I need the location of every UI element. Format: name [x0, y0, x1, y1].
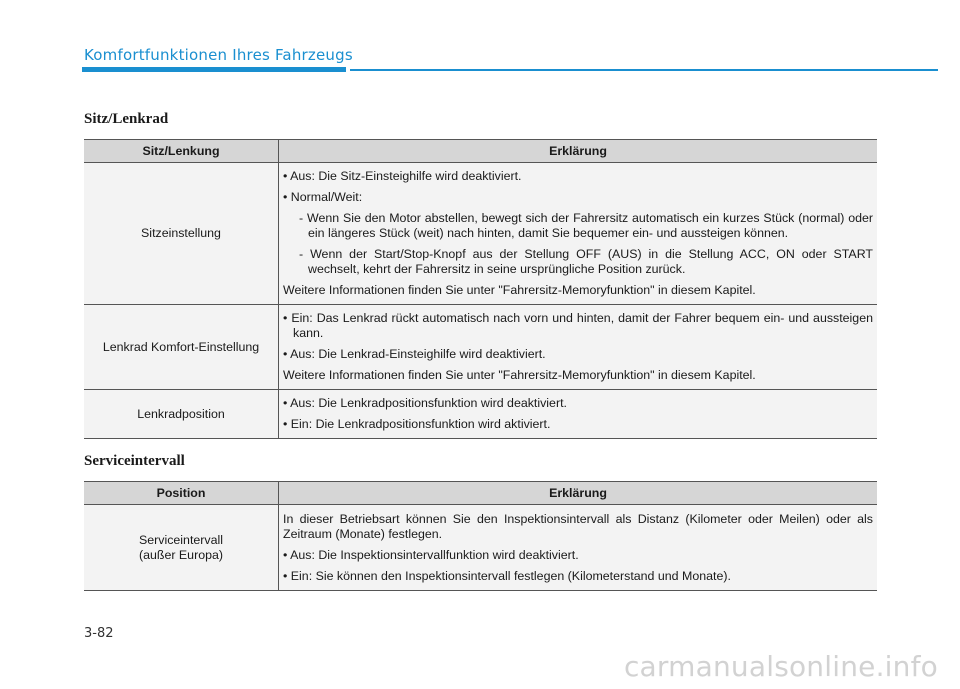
column-header-erklaerung: Erklärung [279, 140, 878, 163]
list-item: • Aus: Die Inspektionsintervallfunktion wird deaktiviert. [283, 547, 579, 562]
watermark: carmanualsonline.info [623, 650, 938, 683]
table-row [84, 390, 877, 439]
serviceintervall-table [84, 481, 877, 591]
sub-item: - Wenn der Start/Stop-Knopf aus der Stellung OFF (AUS) in die Stellung ACC, ON oder START wechselt, kehrt der Fahrersitz in seine ursprüngliche Position zurück. [299, 247, 873, 276]
list-item: • Ein: Sie können den Inspektionsintervall festlegen (Kilometerstand und Monate). [283, 568, 731, 583]
table-row [84, 163, 877, 305]
info-text: In dieser Betriebsart können Sie den Inspektionsintervall als Distanz (Kilometer oder Meilen) oder als Zeitraum (Monate) festlegen. [283, 511, 873, 541]
row-label-lenkradposition: Lenkradposition [84, 390, 279, 439]
sitz-lenkrad-table [84, 139, 877, 439]
section-heading-sitz-lenkrad: Sitz/Lenkrad [84, 111, 169, 127]
sub-item: - Wenn Sie den Motor abstellen, bewegt sich der Fahrersitz automatisch ein kurzes Stück (normal) oder ein längeres Stück (weit) nach hinten, damit Sie bequemer ein- und aussteigen können. [299, 211, 873, 240]
row-label-line: (außer Europa) [138, 547, 224, 562]
column-header-position: Position [84, 482, 279, 505]
table-row [84, 305, 877, 390]
list-item: • Aus: Die Lenkradpositionsfunktion wird deaktiviert. [283, 396, 567, 410]
list-item: • Aus: Die Sitz-Einsteighilfe wird deaktiviert. [283, 169, 522, 183]
row-label-line: Serviceintervall [138, 532, 223, 547]
section-heading-serviceintervall: Serviceintervall [84, 453, 185, 469]
row-label-lenkrad-komfort: Lenkrad Komfort-Einstellung [84, 305, 279, 390]
list-item: • Ein: Die Lenkradpositionsfunktion wird aktiviert. [283, 417, 551, 431]
column-header-sitz-lenkung: Sitz/Lenkung [84, 140, 279, 163]
table-header-row [84, 140, 877, 163]
column-header-erklaerung: Erklärung [279, 482, 878, 505]
row-description [279, 390, 878, 439]
info-text: Weitere Informationen finden Sie unter "Fahrersitz-Memoryfunktion" in diesem Kapitel. [283, 368, 756, 382]
header-rule-thick [82, 67, 346, 72]
row-description [279, 305, 878, 390]
row-description [279, 163, 878, 305]
list-item: • Aus: Die Lenkrad-Einsteighilfe wird deaktiviert. [283, 347, 546, 361]
info-text: Weitere Informationen finden Sie unter "Fahrersitz-Memoryfunktion" in diesem Kapitel. [283, 283, 756, 297]
row-label-serviceintervall [84, 505, 279, 591]
chapter-title: Komfortfunktionen Ihres Fahrzeugs [84, 46, 353, 64]
header-rule-thin [350, 69, 938, 71]
list-item: • Normal/Weit: [283, 190, 363, 204]
row-description [279, 505, 878, 591]
list-item: • Ein: Das Lenkrad rückt automatisch nach vorn und hinten, damit der Fahrer bequem ein- und aussteigen kann. [283, 311, 873, 340]
table-row [84, 505, 877, 591]
page-number: 3-82 [84, 626, 114, 641]
table-header-row [84, 482, 877, 505]
row-label-sitzeinstellung: Sitzeinstellung [84, 163, 279, 305]
